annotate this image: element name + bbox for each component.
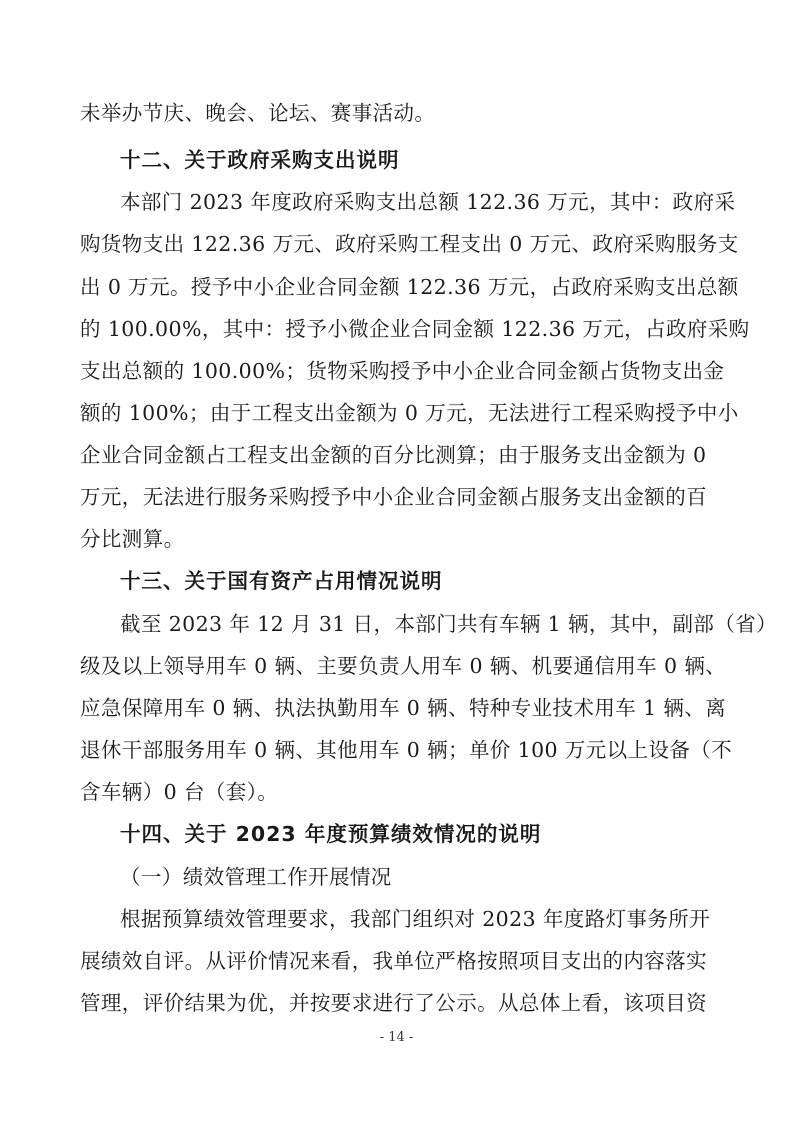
para-line: 未举办节庆、晚会、论坛、赛事活动。 <box>80 101 436 125</box>
page-number: - 14 - <box>379 1030 414 1045</box>
para-line: 万元，无法进行服务采购授予中小企业合同金额占服务支出金额的百 <box>80 485 707 509</box>
para-line: 截至 2023 年 12 月 31 日，本部门共有车辆 1 辆，其中，副部（省） <box>120 612 778 636</box>
para-line: 应急保障用车 0 辆、执法执勤用车 0 辆、特种专业技术用车 1 辆、离 <box>80 696 727 720</box>
subsection-heading: （一）绩效管理工作开展情况 <box>120 865 392 889</box>
para-line: 管理，评价结果为优，并按要求进行了公示。从总体上看，该项目资 <box>80 991 707 1015</box>
para-line: 分比测算。 <box>80 527 185 551</box>
para-line: 级及以上领导用车 0 辆、主要负责人用车 0 辆、机要通信用车 0 辆、 <box>80 654 727 678</box>
para-line: 本部门 2023 年度政府采购支出总额 122.36 万元，其中：政府采 <box>120 190 736 214</box>
para-line: 企业合同金额占工程支出金额的百分比测算；由于服务支出金额为 0 <box>80 443 707 467</box>
para-line: 退休干部服务用车 0 辆、其他用车 0 辆；单价 100 万元以上设备（不 <box>80 738 733 762</box>
para-line: 出 0 万元。授予中小企业合同金额 122.36 万元，占政府采购支出总额 <box>80 275 739 299</box>
section-heading-14: 十四、关于 2023 年度预算绩效情况的说明 <box>120 822 542 846</box>
para-line: 额的 100%；由于工程支出金额为 0 万元，无法进行工程采购授予中小 <box>80 401 739 425</box>
para-line: 购货物支出 122.36 万元、政府采购工程支出 0 万元、政府采购服务支 <box>80 232 739 256</box>
para-line: 展绩效自评。从评价情况来看，我单位严格按照项目支出的内容落实 <box>80 949 707 973</box>
para-line: 的 100.00%，其中：授予小微企业合同金额 122.36 万元，占政府采购 <box>80 317 750 341</box>
para-line: 含车辆）0 台（套）。 <box>80 780 279 804</box>
para-line: 支出总额的 100.00%；货物采购授予中小企业合同金额占货物支出金 <box>80 359 725 383</box>
para-line: 根据预算绩效管理要求，我部门组织对 2023 年度路灯事务所开 <box>120 907 711 931</box>
section-heading-12: 十二、关于政府采购支出说明 <box>120 148 400 172</box>
section-heading-13: 十三、关于国有资产占用情况说明 <box>120 569 443 593</box>
